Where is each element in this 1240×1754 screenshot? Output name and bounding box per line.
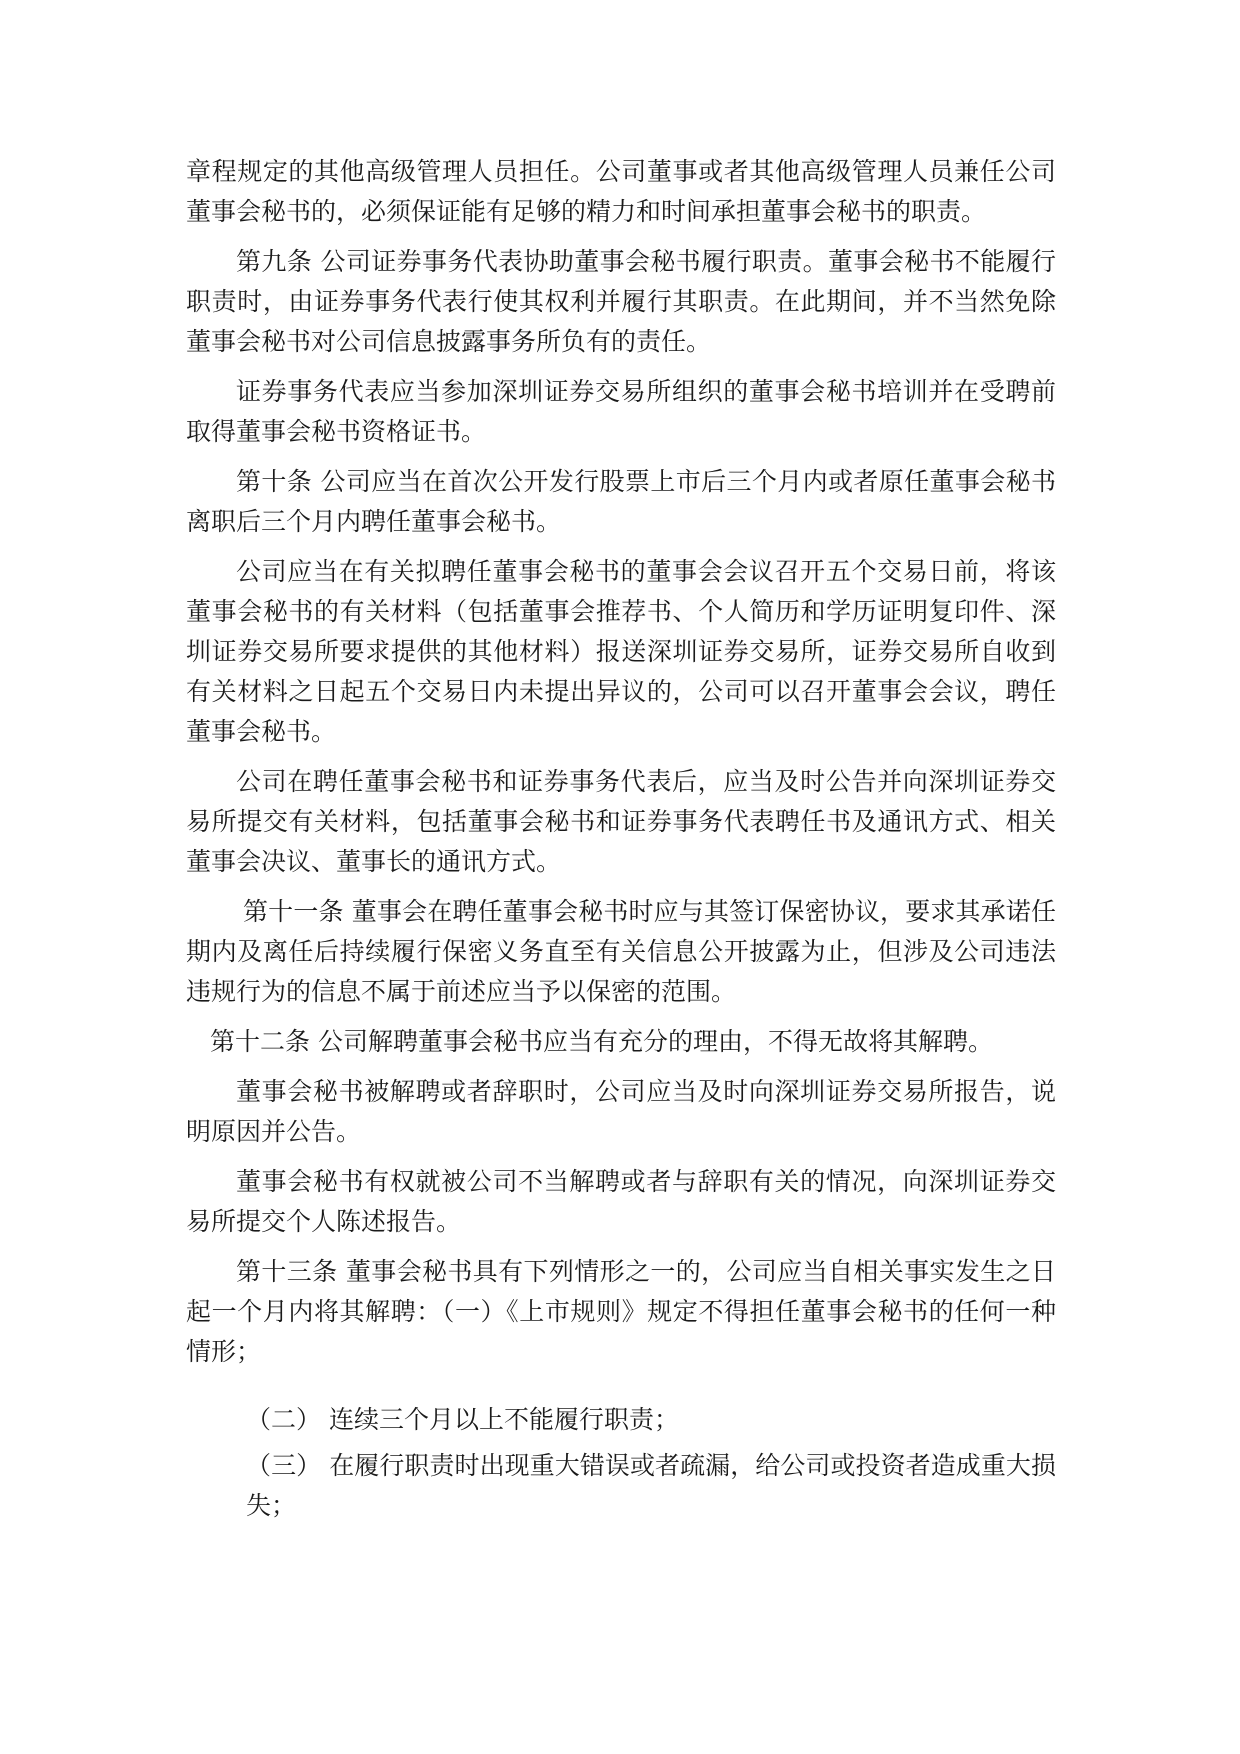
article-12: 第十二条 公司解聘董事会秘书应当有充分的理由，不得无故将其解聘。: [210, 1027, 993, 1056]
paragraph-appointment-materials: 公司应当在有关拟聘任董事会秘书的董事会会议召开五个交易日前，将该董事会秘书的有关材料（包括董事会推荐书、个人简历和学历证明复印件、深圳证券交易所要求提供的其他材料）报送深圳证券交易所，证券交易所自收到有关材料之日起五个交易日内未提出异议的，公司可以召开董事会会议，聘任董事会秘书。: [186, 557, 1056, 746]
article-13: 第十三条 董事会秘书具有下列情形之一的，公司应当自相关事实发生之日起一个月内将其解聘：（一）《上市规则》规定不得担任董事会秘书的任何一种情形；: [186, 1257, 1056, 1366]
paragraph-securities-rep-training: 证券事务代表应当参加深圳证券交易所组织的董事会秘书培训并在受聘前取得董事会秘书资格证书。: [186, 377, 1056, 446]
article-10: 第十条 公司应当在首次公开发行股票上市后三个月内或者原任董事会秘书离职后三个月内聘任董事会秘书。: [186, 467, 1056, 536]
paragraph-continuation: 章程规定的其他高级管理人员担任。公司董事或者其他高级管理人员兼任公司董事会秘书的，必须保证能有足够的精力和时间承担董事会秘书的职责。: [186, 157, 1056, 226]
list-item-3: （三） 在履行职责时出现重大错误或者疏漏，给公司或投资者造成重大损失；: [246, 1451, 1056, 1520]
paragraph-personal-statement: 董事会秘书有权就被公司不当解聘或者与辞职有关的情况，向深圳证券交易所提交个人陈述报告。: [186, 1167, 1056, 1236]
article-9: 第九条 公司证券事务代表协助董事会秘书履行职责。董事会秘书不能履行职责时，由证券事务代表行使其权利并履行其职责。在此期间，并不当然免除董事会秘书对公司信息披露事务所负有的责任。: [186, 247, 1056, 356]
document-body: [186, 152, 1056, 1532]
list-item-2: （二） 连续三个月以上不能履行职责；: [246, 1405, 679, 1434]
article-11: 第十一条 董事会在聘任董事会秘书时应与其签订保密协议，要求其承诺任期内及离任后持续履行保密义务直至有关信息公开披露为止，但涉及公司违法违规行为的信息不属于前述应当予以保密的范围。: [186, 897, 1056, 1006]
paragraph-appointment-announcement: 公司在聘任董事会秘书和证券事务代表后，应当及时公告并向深圳证券交易所提交有关材料，包括董事会秘书和证券事务代表聘任书及通讯方式、相关董事会决议、董事长的通讯方式。: [186, 767, 1056, 876]
paragraph-dismissal-report: 董事会秘书被解聘或者辞职时，公司应当及时向深圳证券交易所报告，说明原因并公告。: [186, 1077, 1056, 1146]
